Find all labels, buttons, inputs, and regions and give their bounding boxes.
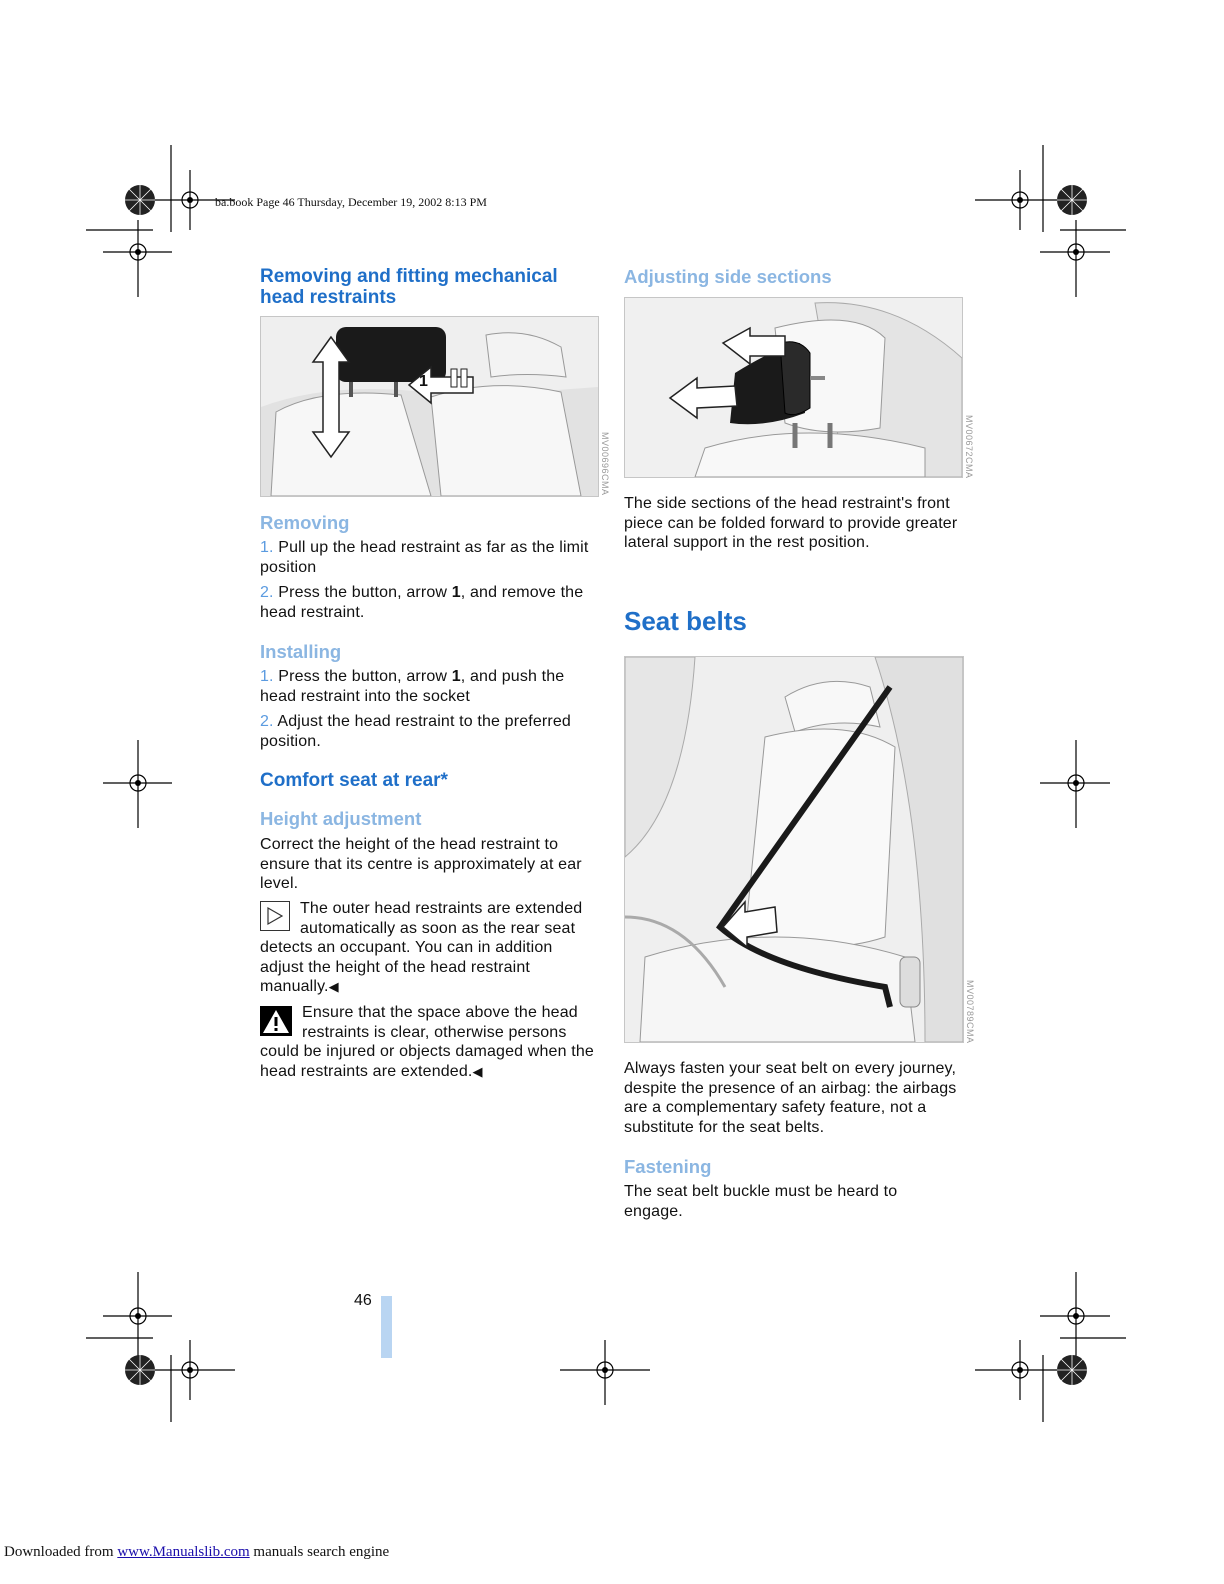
fastening-body: The seat belt buckle must be heard to engage. xyxy=(624,1183,898,1220)
removing-step-1: 1. Pull up the head restraint as far as the limit position xyxy=(260,539,589,576)
fastening-title: Fastening xyxy=(624,1156,712,1177)
seat-belts-body: Always fasten your seat belt on every journey, despite the presence of an airbag: the airbags are a complementary safety feature, not a substitute for the seat belts. xyxy=(624,1060,957,1136)
figure-code: MV00789CMA xyxy=(965,980,975,1044)
removing-step-2: 2. Press the button, arrow 1, and remove the head restraint. xyxy=(260,584,584,621)
figure-seat-belt xyxy=(624,656,964,1043)
figure-callout-1: 1 xyxy=(419,373,428,390)
end-mark-icon: ◀ xyxy=(472,1063,483,1079)
note-block: The outer head restraints are extended automatically as soon as the rear seat detects an occupant. You can in addition adjust the height of the head restraint manually.◀ xyxy=(260,900,583,996)
height-adjustment-body: Correct the height of the head restraint to ensure that its centre is approximately at ear level. xyxy=(260,836,582,893)
installing-step-2: 2. Adjust the head restraint to the preferred position. xyxy=(260,713,571,750)
note-arrow-icon xyxy=(260,901,290,931)
download-footer: Downloaded from www.Manualslib.com manuals search engine xyxy=(4,1544,390,1560)
section-title-head-restraints: Removing and fitting mechanical head restraints xyxy=(260,266,558,308)
side-sections-body: The side sections of the head restraint's front piece can be folded forward to provide greater lateral support in the rest position. xyxy=(624,495,958,552)
figure-code: MV00672CMA xyxy=(964,415,974,479)
figure-head-restraint-removal xyxy=(260,316,599,497)
end-mark-icon: ◀ xyxy=(328,979,339,995)
side-sections-title: Adjusting side sections xyxy=(624,266,832,287)
height-adjustment-title: Height adjustment xyxy=(260,808,422,829)
installing-title: Installing xyxy=(260,641,342,662)
figure-code: MV00696CMA xyxy=(600,432,610,496)
print-header: ba.book Page 46 Thursday, December 19, 2002 8:13 PM xyxy=(215,195,487,209)
warning-triangle-icon xyxy=(260,1006,292,1036)
warning-block: Ensure that the space above the head restraints is clear, otherwise persons could be injured or objects damaged when the head restraints are extended.◀ xyxy=(260,1004,594,1080)
page-marker-bar xyxy=(381,1296,392,1358)
seat-belts-title: Seat belts xyxy=(624,606,747,636)
removing-title: Removing xyxy=(260,512,350,533)
comfort-seat-title: Comfort seat at rear* xyxy=(260,770,448,791)
manualslib-link[interactable]: www.Manualslib.com xyxy=(117,1544,250,1560)
installing-step-1: 1. Press the button, arrow 1, and push the head restraint into the socket xyxy=(260,668,565,705)
page-number: 46 xyxy=(354,1292,372,1309)
figure-side-sections xyxy=(624,297,963,478)
